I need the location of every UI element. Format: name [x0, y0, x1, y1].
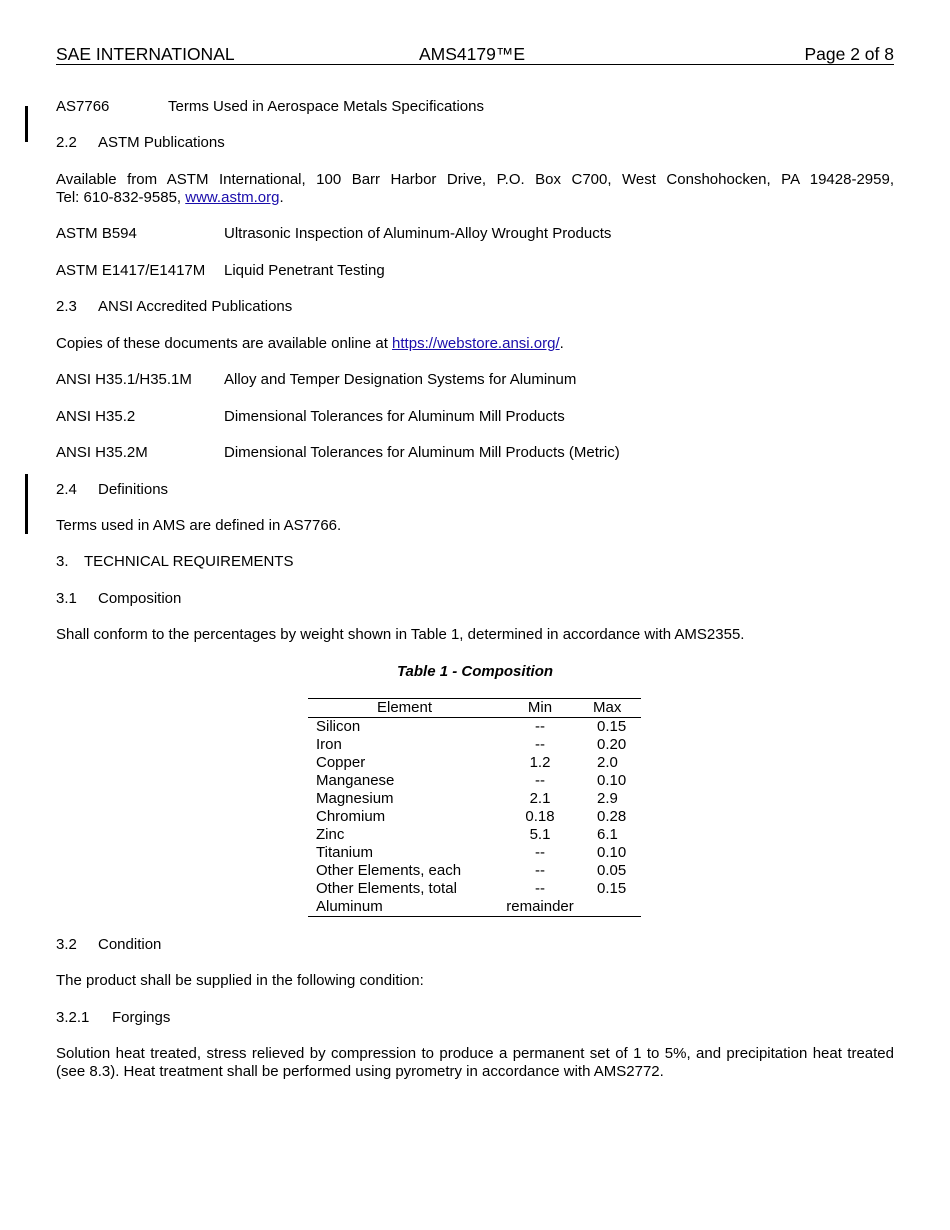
astm-link[interactable]: www.astm.org [185, 189, 280, 206]
condition-paragraph: The product shall be supplied in the following condition: [56, 972, 424, 989]
min-cell: -- [535, 718, 545, 735]
max-cell: 0.20 [597, 736, 627, 753]
element-cell: Other Elements, total [316, 880, 457, 897]
table-row [308, 754, 641, 772]
paragraph-text: Tel: 610-832-9585, [56, 189, 186, 206]
ref-code: ANSI H35.2 [56, 408, 136, 425]
ref-title: Dimensional Tolerances for Aluminum Mill Products [224, 408, 565, 425]
column-header: Min [527, 699, 553, 716]
paragraph-line [56, 189, 894, 207]
paragraph-text: . [279, 189, 284, 206]
table-row [308, 880, 641, 898]
table-row [308, 772, 641, 790]
table-row [308, 790, 641, 808]
min-cell: -- [535, 844, 545, 861]
max-cell: 0.28 [597, 808, 627, 825]
section-number: 3.1 [56, 590, 77, 607]
paragraph-text: Copies of these documents are available online at [56, 335, 393, 352]
section-title: ANSI Accredited Publications [98, 298, 293, 315]
max-cell: 0.05 [597, 862, 627, 879]
min-cell: -- [535, 736, 545, 753]
header-page-number: Page 2 of 8 [804, 44, 894, 64]
page-header [56, 44, 894, 65]
element-cell: Iron [316, 736, 342, 753]
column-header: Element [376, 699, 433, 716]
section-title: Condition [98, 936, 162, 953]
min-cell: 5.1 [529, 826, 551, 843]
max-cell: 0.15 [597, 880, 627, 897]
paragraph-text: . [559, 335, 564, 352]
table-row [308, 862, 641, 880]
min-cell: -- [535, 880, 545, 897]
ref-title: Liquid Penetrant Testing [224, 262, 385, 279]
section-number: 2.3 [56, 298, 77, 315]
max-cell: 2.0 [597, 754, 618, 771]
element-cell: Titanium [316, 844, 373, 861]
min-cell: 1.2 [529, 754, 551, 771]
ansi-webstore-link[interactable]: https://webstore.ansi.org/ [392, 335, 560, 352]
ref-code: ASTM B594 [56, 225, 137, 242]
table-row [308, 808, 641, 826]
element-cell: Magnesium [316, 790, 394, 807]
element-cell: Zinc [316, 826, 345, 843]
table-row [308, 718, 641, 737]
ref-code: ASTM E1417/E1417M [56, 262, 206, 279]
change-bar [25, 474, 28, 534]
min-cell: -- [535, 862, 545, 879]
max-cell: 6.1 [597, 826, 618, 843]
paragraph-line: (see 8.3). Heat treatment shall be performed using pyrometry in accordance with AMS2772. [56, 1063, 664, 1080]
ref-title: Ultrasonic Inspection of Aluminum-Alloy Wrought Products [224, 225, 612, 242]
min-cell: -- [535, 772, 545, 789]
header-doc-number: AMS4179™E [419, 44, 526, 64]
ref-code: AS7766 [56, 98, 110, 115]
section-number: 2.2 [56, 134, 77, 151]
ref-code: ANSI H35.1/H35.1M [56, 371, 192, 388]
max-cell: 0.10 [597, 844, 627, 861]
element-cell: Silicon [316, 718, 361, 735]
element-cell: Manganese [316, 772, 395, 789]
min-cell: remainder [506, 898, 574, 915]
change-bar [25, 106, 28, 142]
composition-paragraph: Shall conform to the percentages by weight shown in Table 1, determined in accordance with AMS2355. [56, 626, 745, 643]
section-number: 2.4 [56, 481, 77, 498]
element-cell: Chromium [316, 808, 386, 825]
section-title: TECHNICAL REQUIREMENTS [84, 553, 294, 570]
element-cell: Aluminum [316, 898, 383, 915]
table-caption: Table 1 - Composition [396, 663, 554, 680]
composition-table [308, 698, 641, 917]
min-cell: 2.1 [529, 790, 551, 807]
paragraph-line: Available from ASTM International, 100 Barr Harbor Drive, P.O. Box C700, West Conshohocken, PA 19428-2959, [56, 171, 894, 188]
forgings-paragraph [56, 1045, 894, 1081]
section-number: 3.2 [56, 936, 77, 953]
ref-title: Alloy and Temper Designation Systems for Aluminum [224, 371, 577, 388]
max-cell: 2.9 [597, 790, 618, 807]
element-cell: Other Elements, each [316, 862, 462, 879]
max-cell [579, 898, 641, 917]
paragraph-line: Solution heat treated, stress relieved by compression to produce a permanent set of 1 to 5%, and precipitation heat treated [56, 1045, 894, 1062]
ansi-availability-paragraph [56, 335, 564, 353]
section-title: ASTM Publications [98, 134, 225, 151]
table-row [308, 844, 641, 862]
table-row [308, 826, 641, 844]
section-number: 3.2.1 [56, 1009, 90, 1026]
column-header: Max [593, 699, 622, 716]
section-title: Composition [98, 590, 182, 607]
table-row [308, 736, 641, 754]
ref-title: Dimensional Tolerances for Aluminum Mill Products (Metric) [224, 444, 620, 461]
table-row [308, 898, 641, 917]
element-cell: Copper [316, 754, 366, 771]
section-title: Definitions [98, 481, 169, 498]
header-org: SAE INTERNATIONAL [56, 44, 235, 64]
ref-code: ANSI H35.2M [56, 444, 148, 461]
astm-availability-paragraph [56, 171, 894, 207]
ref-title: Terms Used in Aerospace Metals Specifications [168, 98, 484, 115]
min-cell: 0.18 [525, 808, 555, 825]
section-title: Forgings [112, 1009, 171, 1026]
max-cell: 0.10 [597, 772, 627, 789]
table-header-row [308, 699, 641, 718]
max-cell: 0.15 [597, 718, 627, 735]
definitions-paragraph: Terms used in AMS are defined in AS7766. [56, 517, 342, 534]
section-number: 3. [56, 553, 69, 570]
